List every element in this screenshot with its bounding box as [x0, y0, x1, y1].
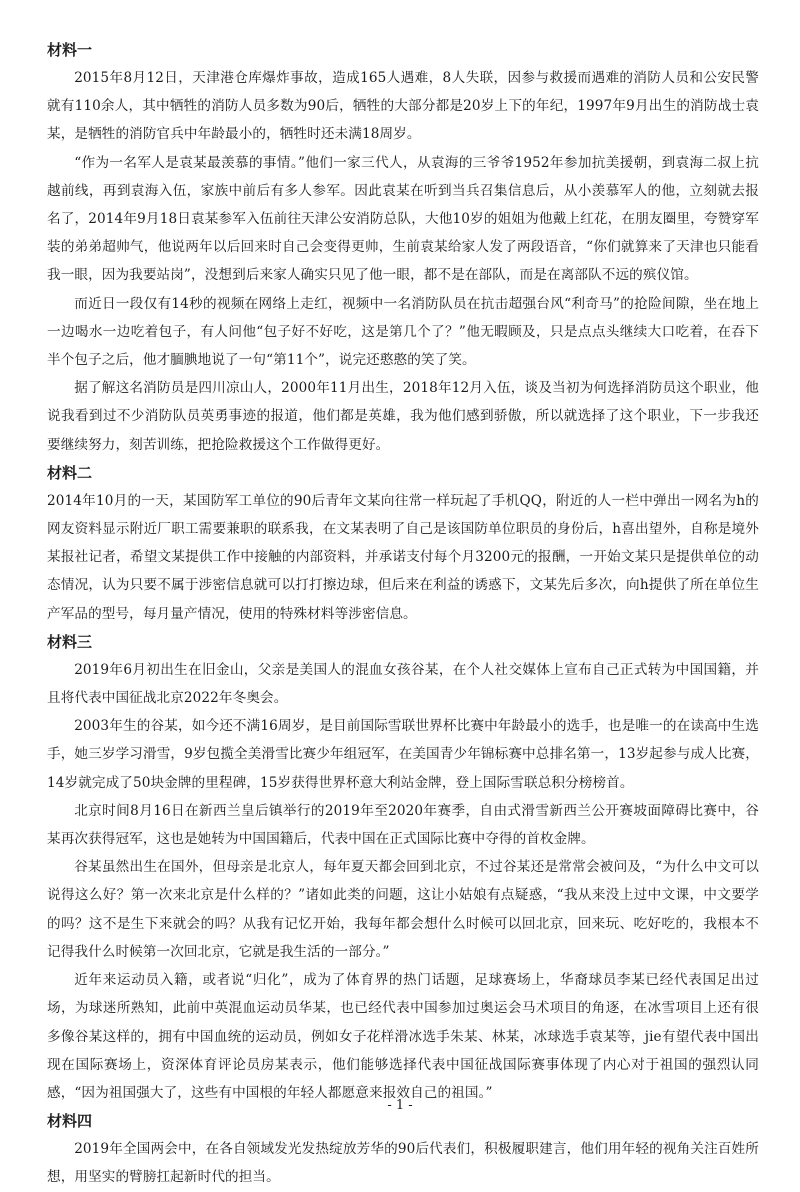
section-heading-1: 材料一 [47, 41, 93, 59]
section-heading-2: 材料二 [47, 463, 93, 482]
section-heading-4: 材料四 [47, 1112, 93, 1131]
paragraph: 2014年10月的一天，某国防军工单位的90后青年文某向往常一样玩起了手机QQ，附近的人一栏中弹出一网名为h的网友资料显示附近厂职工需要兼职的联系我，在文某表明了自己是该国防单位职员的身份后，h喜出望外，自称是境外某报社记者，希望文某提供工作中接触的内部资料，并承诺支付每个月3200元的报酬，一开始文某只是提供单位的动态情况，认为只要不属于涉密信息就可以打打擦边球，但后来在利益的诱惑下，文某先后多次，向h提供了所在单位生产军品的型号，每月量产情况，使用的特殊材料等涉密信息。 [47, 492, 759, 622]
paragraph: 2019年6月初出生在旧金山，父亲是美国人的混血女孩谷某，在个人社交媒体上宣布自己正式转为中国国籍，并且将代表中国征战北京2022年冬奥会。 [47, 661, 759, 707]
document-page [47, 36, 759, 1192]
paragraph: 2015年8月12日，天津港仓库爆炸事故，造成165人遇难，8人失联，因参与救援而遇难的消防人员和公安民警就有110余人，其中牺牲的消防人员多数为90后，牺牲的大部分都是20岁上下的年纪，1997年9月出生的消防战士袁某，是牺牲的消防官兵中年龄最小的，牺牲时还未满18周岁。 [47, 70, 759, 143]
page-number: - 1 - [387, 1098, 413, 1113]
section-heading-3: 材料三 [47, 632, 93, 651]
paragraph: “作为一名军人是袁某最羡慕的事情。”他们一家三代人，从袁海的三爷爷1952年参加抗美援朝，到袁海二叔上抗越前线，再到袁海入伍，家族中前后有多人参军。因此袁某在听到当兵召集信息后，从小羡慕军人的他，立刻就去报名了，2014年9月18日袁某参军入伍前往天津公安消防总队，大他10岁的姐姐为他戴上红花，在朋友圈里，夸赞穿军装的弟弟超帅气，他说两年以后回来时自己会变得更帅，生前袁某给家人发了两段语音，“你们就算来了天津也只能看我一眼，因为我要站岗”，没想到后来家人确实只见了他一眼，都不是在部队，而是在离部队不远的殡仪馆。 [47, 154, 759, 284]
paragraph: 近年来运动员入籍，或者说“归化”，成为了体育界的热门话题，足球赛场上，华裔球员李某已经代表国足出过场，为球迷所熟知，此前中英混血运动员华某，也已经代表中国参加过奥运会马术项目的角逐，在冰雪项目上还有很多像谷某这样的，拥有中国血统的运动员，例如女子花样滑冰选手朱某、林某，冰球选手袁某等，jie有望代表中国出现在国际赛场上，资深体育评论员房某表示，他们能够选择代表中国征战国际赛事体现了内心对于祖国的强烈认同感，“因为祖国强大了，这些有中国根的年轻人都愿意来报效自己的祖国。” [47, 972, 759, 1101]
paragraph: 北京时间8月16日在新西兰皇后镇举行的2019年至2020年赛季，自由式滑雪新西兰公开赛坡面障碍比赛中，谷某再次获得冠军，这也是她转为中国国籍后，代表中国在正式国际比赛中夺得的首枚金牌。 [47, 802, 759, 848]
paragraph: 2019年全国两会中，在各自领域发光发热绽放芳华的90后代表们，积极履职建言，他们用年轻的视角关注百姓所想，用坚实的臂膀扛起新时代的担当。 [47, 1141, 759, 1186]
paragraph: 据了解这名消防员是四川凉山人，2000年11月出生，2018年12月入伍，谈及当初为何选择消防员这个职业，他说我看到过不少消防队员英勇事迹的报道，他们都是英雄，我为他们感到骄傲，所以就选择了这个职业，下一步我还要继续努力，刻苦训练，把抢险救援这个工作做得更好。 [47, 380, 759, 453]
paragraph: 2003年生的谷某，如今还不满16周岁，是目前国际雪联世界杯比赛中年龄最小的选手，也是唯一的在读高中生选手，她三岁学习滑雪，9岁包揽全美滑雪比赛少年组冠军，在美国青少年锦标赛中总排名第一，13岁起参与成人比赛，14岁就完成了50块金牌的里程碑，15岁获得世界杯意大利站金牌，登上国际雪联总积分榜榜首。 [47, 718, 759, 791]
paragraph: 谷某虽然出生在国外，但母亲是北京人，每年夏天都会回到北京，不过谷某还是常常会被问及，“为什么中文可以说得这么好？第一次来北京是什么样的？”诸如此类的问题，这让小姑娘有点疑惑，“我从来没上过中文课，中文要学的吗？这不是生下来就会的吗？从我有记忆开始，我每年都会想什么时候可以回北京，回来玩、吃好吃的，我根本不记得我什么时候第一次回北京，它就是我生活的一部分。” [47, 859, 759, 960]
paragraph: 而近日一段仅有14秒的视频在网络上走红，视频中一名消防队员在抗击超强台风“利奇马”的抢险间隙，坐在地上一边喝水一边吃着包子，有人问他“包子好不好吃，这是第几个了？”他无暇顾及，只是点点头继续大口吃着，在吞下半个包子之后，他才腼腆地说了一句“第11个”，说完还憨憨的笑了笑。 [47, 295, 759, 369]
